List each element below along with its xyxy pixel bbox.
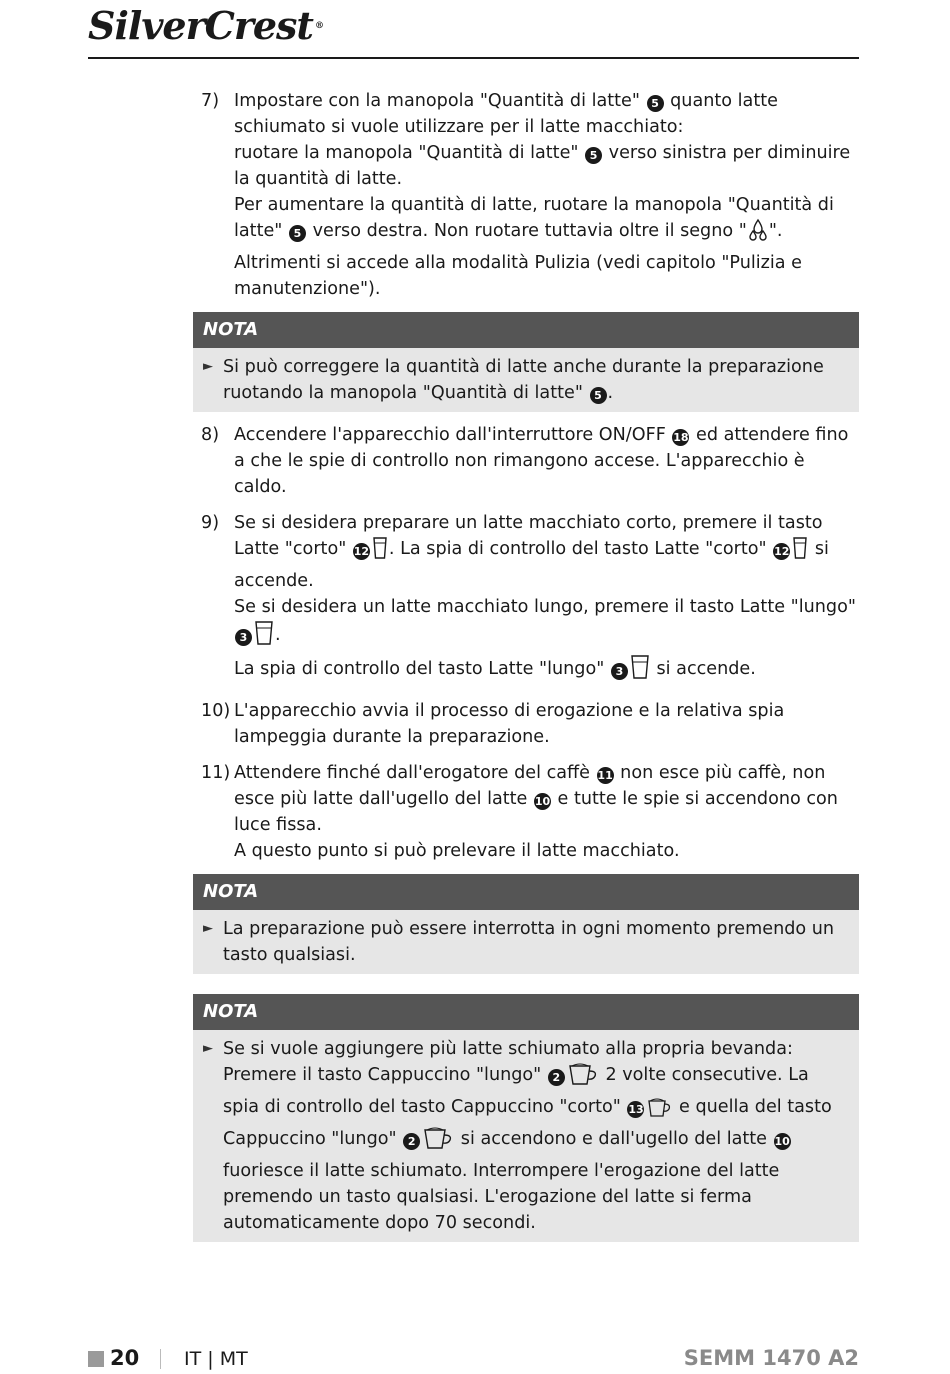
bullet-arrow-icon: ► — [203, 921, 213, 936]
step-8 — [193, 422, 859, 500]
bullet-arrow-icon: ► — [203, 359, 213, 374]
ref-number: 5 — [585, 147, 602, 164]
note-title: NOTA — [193, 874, 859, 910]
step-text: Se si desidera preparare un latte macchiato corto, premere il tasto Latte "corto" 12 . La spia di controllo del tasto Latte "corto" 12 si accende. Se si desidera un latte macchiato lungo, premere il tasto Latte "lungo" 3 . La spia di controllo del tasto Latte "lungo" 3 si accende. — [234, 510, 859, 688]
ref-number: 2 — [403, 1133, 420, 1150]
step-number: 8) — [201, 425, 220, 445]
step-text: Accendere l'apparecchio dall'interruttore ON/OFF 18 ed attendere fino a che le spie di controllo non rimangono accese. L'apparecchio è caldo. — [234, 425, 849, 497]
note-title: NOTA — [193, 994, 859, 1030]
note-box — [193, 994, 859, 1242]
bullet-arrow-icon: ► — [203, 1041, 213, 1056]
step-text: L'apparecchio avvia il processo di erogazione e la relativa spia lampeggia durante la preparazione. — [234, 701, 785, 747]
ref-number: 12 — [353, 545, 370, 558]
ref-number: 5 — [289, 225, 306, 242]
note-box — [193, 312, 859, 412]
note-body: ► Se si vuole aggiungere più latte schiumato alla propria bevanda: Premere il tasto Cappuccino "lungo" 2 2 volte consecutive. La spia di controllo del tasto Cappuccino "corto" 13 e quella del tasto Cappuccino "lungo" 2 si accendono e dall'ugello del latte 10 fuoriesce il latte schiumato. Interrompere l'erogazione del latte premendo un tasto qualsiasi. L'erogazione del latte si ferma automaticamente dopo 70 secondi. — [193, 1030, 859, 1242]
tall-glass-icon — [372, 536, 388, 568]
ref-number: 5 — [590, 387, 607, 404]
tall-glass-icon — [792, 536, 808, 568]
footer-model: SEMM 1470 A2 — [683, 1346, 859, 1370]
step-10 — [193, 698, 859, 750]
step-number: 9) — [201, 513, 220, 533]
header-rule — [88, 57, 859, 59]
cup-icon — [422, 1126, 454, 1158]
ref-number: 5 — [647, 95, 664, 112]
ref-number: 2 — [548, 1069, 565, 1086]
step-number: 11) — [201, 763, 231, 783]
ref-number: 10 — [774, 1135, 790, 1148]
tall-glass-icon — [630, 654, 650, 688]
note-title: NOTA — [193, 312, 859, 348]
step-number: 7) — [201, 91, 220, 111]
brand-logo: SilverCrest ® — [88, 3, 323, 48]
ref-number: 3 — [611, 663, 628, 680]
step-number: 10) — [201, 701, 231, 721]
cup-icon — [646, 1096, 672, 1126]
page-number: 20 — [110, 1346, 140, 1370]
ref-number: 13 — [628, 1103, 644, 1116]
cup-icon — [567, 1062, 599, 1094]
ref-number: 11 — [597, 769, 613, 782]
ref-number: 3 — [235, 629, 252, 646]
note-body: ► Si può correggere la quantità di latte anche durante la preparazione ruotando la manopola "Quantità di latte" 5 . — [193, 348, 859, 412]
ref-number: 12 — [774, 545, 790, 558]
drops-icon — [748, 218, 768, 250]
footer-marker — [88, 1351, 104, 1367]
page-content — [193, 88, 859, 1252]
step-text: Attendere finché dall'erogatore del caffè 11 non esce più caffè, non esce più latte dall'ugello del latte 10 e tutte le spie si accendono con luce fissa. A questo punto si può prelevare il latte macchiato. — [234, 763, 838, 861]
step-11 — [193, 760, 859, 864]
note-box — [193, 874, 859, 974]
step-9 — [193, 510, 859, 688]
footer-divider — [160, 1349, 161, 1369]
ref-number: 10 — [534, 795, 551, 808]
note-body: ► La preparazione può essere interrotta in ogni momento premendo un tasto qualsiasi. — [193, 910, 859, 974]
tall-glass-icon — [254, 620, 274, 654]
step-7 — [193, 88, 859, 302]
step-text: Impostare con la manopola "Quantità di latte" 5 quanto latte schiumato si vuole utilizzare per il latte macchiato: ruotare la manopola "Quantità di latte" 5 verso sinistra per diminuire la quantità di latte. Per aumentare la quantità di latte, ruotare la manopola "Quantità di latte" 5 verso destra. Non ruotare tuttavia oltre il segno " ". Altrimenti si accede alla modalità Pulizia (vedi capitolo "Pulizia e manutenzione"). — [234, 91, 851, 299]
footer-language: IT | MT — [184, 1348, 248, 1370]
ref-number: 18 — [673, 431, 689, 444]
